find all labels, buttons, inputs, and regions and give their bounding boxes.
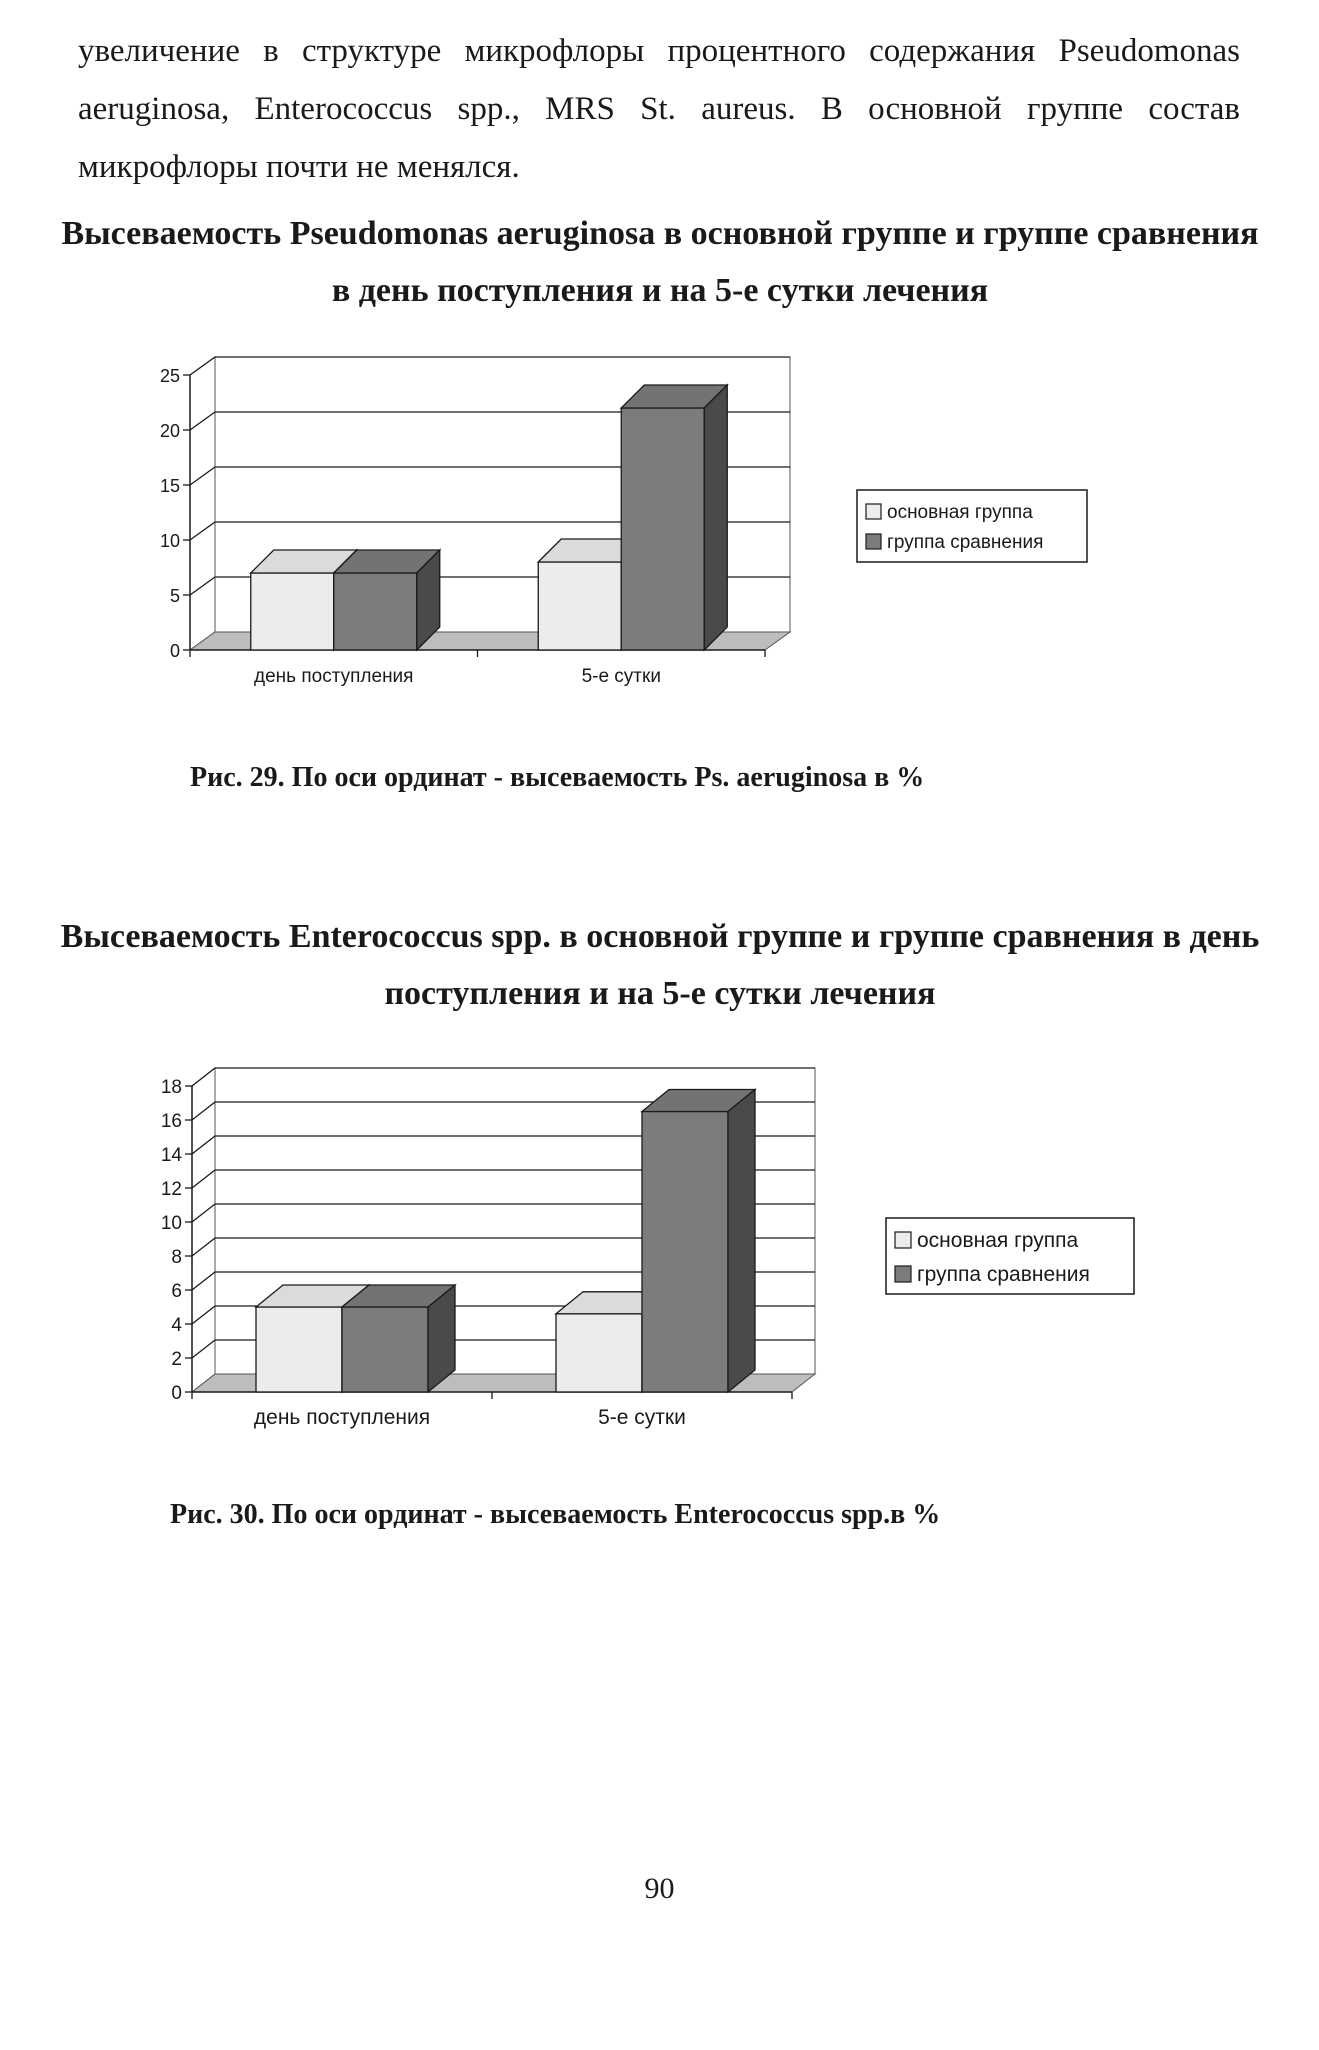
chart1-svg (0, 340, 1319, 690)
x-category-label: день поступления (254, 666, 414, 687)
side-wall (190, 357, 215, 650)
y-tick-label: 2 (171, 1349, 182, 1370)
bar-main-admission (256, 1307, 342, 1392)
bar-comparison-day5 (621, 408, 704, 650)
y-tick-label: 16 (160, 1111, 182, 1132)
bar-comparison-admission (342, 1307, 428, 1392)
legend-swatch (866, 534, 881, 549)
bar-main-day5 (556, 1314, 642, 1392)
y-tick-label: 0 (171, 1383, 182, 1404)
x-category-label: день поступления (253, 1406, 431, 1429)
legend-swatch (895, 1266, 911, 1282)
y-tick-label: 18 (160, 1077, 182, 1098)
bar-comparison-day5 (642, 1112, 728, 1393)
bar-comparison-day5-side (704, 385, 727, 650)
y-tick-label: 4 (171, 1315, 182, 1336)
legend-label: группа сравнения (887, 532, 1044, 553)
y-tick-label: 0 (169, 641, 180, 661)
bar-comparison-day5-side (728, 1090, 755, 1393)
x-category-label: 5-е сутки (581, 666, 661, 687)
chart2-caption: Рис. 30. По оси ординат - высеваемость Enterococcus spp.в % (170, 1499, 941, 1530)
chart2-title: Высеваемость Enterococcus spp. в основной группе и группе сравнения в день поступления и на 5-е сутки лечения (60, 918, 1260, 1012)
bar-comparison-admission (334, 573, 417, 650)
chart1-title: Высеваемость Pseudomonas aeruginosa в основной группе и группе сравнения в день поступления и на 5-е сутки лечения (61, 215, 1259, 309)
y-tick-label: 20 (159, 421, 180, 441)
legend-swatch (866, 504, 881, 519)
bar-main-day5 (538, 562, 621, 650)
y-tick-label: 12 (160, 1179, 182, 1200)
page-number: 90 (644, 1872, 675, 1905)
y-tick-label: 25 (159, 366, 180, 386)
y-tick-label: 8 (171, 1247, 182, 1268)
legend-label: группа сравнения (917, 1263, 1090, 1286)
y-tick-label: 10 (159, 531, 180, 551)
y-tick-label: 5 (169, 586, 180, 606)
y-tick-label: 15 (159, 476, 180, 496)
legend-label: основная группа (917, 1229, 1079, 1252)
x-category-label: 5-е сутки (598, 1406, 686, 1429)
y-tick-label: 10 (160, 1213, 182, 1234)
chart1-caption: Рис. 29. По оси ординат - высеваемость Ps. aeruginosa в % (190, 762, 925, 793)
legend-swatch (895, 1232, 911, 1248)
y-tick-label: 14 (160, 1145, 182, 1166)
bar-main-admission (251, 573, 334, 650)
legend-label: основная группа (887, 502, 1033, 523)
y-tick-label: 6 (171, 1281, 182, 1302)
chart2-svg (0, 1040, 1319, 1429)
intro-paragraph: увеличение в структуре микрофлоры процентного содержания Pseudomonas aeruginosa, Enterococcus spp., MRS St. aureus. В основной группе состав микрофлоры почти не менялся. (78, 33, 1240, 185)
